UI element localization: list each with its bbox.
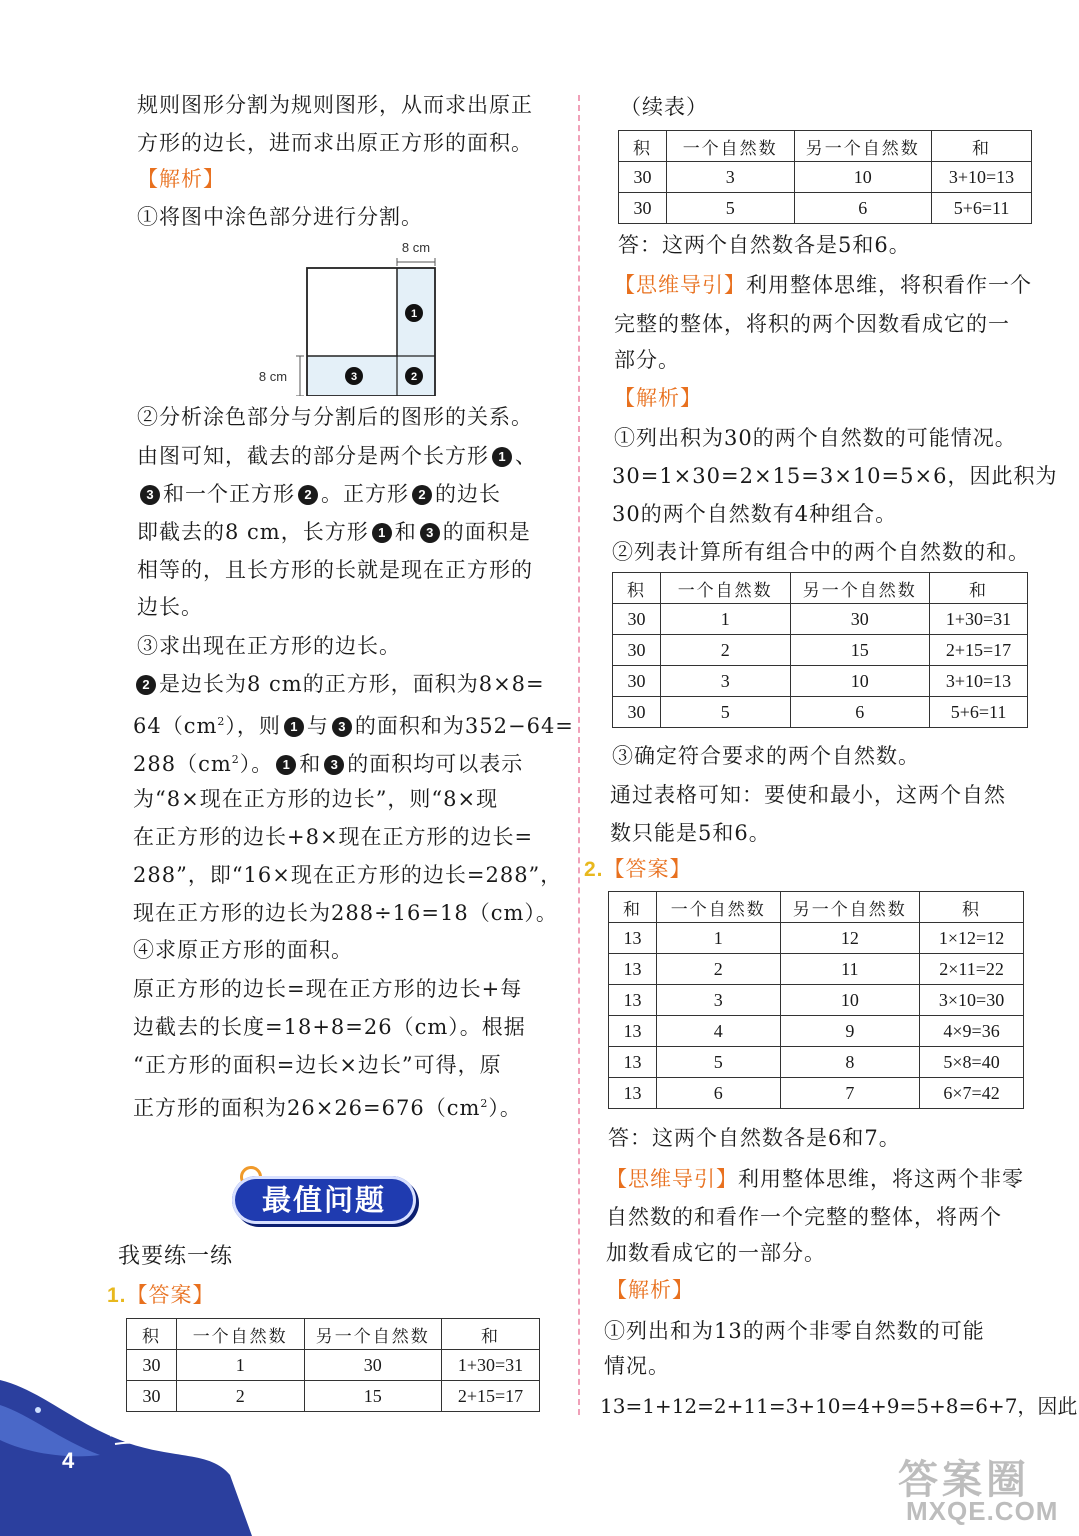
- text-line: 数只能是5和6。: [610, 821, 771, 845]
- text-line: 相等的，且长方形的长就是现在正方形的: [137, 558, 533, 582]
- table-row: 13 4 9 4×9=36: [609, 1016, 1024, 1047]
- text-line: 通过表格可知：要使和最小，这两个自然: [610, 783, 1006, 807]
- step-1: ①将图中涂色部分进行分割。: [137, 205, 423, 229]
- text-line: 规则图形分割为规则图形，从而求出原正: [137, 93, 533, 117]
- step-1: ①列出积为30的两个自然数的可能情况。: [614, 426, 1017, 450]
- text-line: 边截去的长度=18+8=26（cm）。根据: [133, 1015, 526, 1039]
- text-line: 即截去的8 cm，长方形 1 和 3 的面积是: [137, 520, 531, 544]
- text-line: 30=1×30=2×15=3×10=5×6，因此积为: [612, 464, 1058, 488]
- text-line: 13=1+12=2+11=3+10=4+9=5+8=6+7，因此: [600, 1394, 1078, 1418]
- table-row: 30 3 10 3+10=13: [613, 666, 1028, 697]
- table-row: 13 6 7 6×7=42: [609, 1078, 1024, 1109]
- table-row: 30 1 30 1+30=31: [127, 1350, 540, 1381]
- step-3: ③求出现在正方形的边长。: [137, 634, 401, 658]
- table-2: [618, 130, 1032, 224]
- text-line: 2 是边长为8 cm的正方形，面积为8×8=: [133, 671, 545, 697]
- continued-label: （续表）: [620, 95, 708, 119]
- page-number: 4: [62, 1448, 75, 1473]
- text-line: 30的两个自然数有4种组合。: [612, 502, 898, 526]
- section-badge: 最值问题: [232, 1176, 416, 1224]
- text-line: 部分。: [614, 348, 680, 372]
- column-divider: [578, 95, 580, 1415]
- text-line: 情况。: [604, 1354, 670, 1378]
- table-header-row: 积 一个自然数 另一个自然数 和: [127, 1319, 540, 1350]
- text-line: “正方形的面积=边长×边长”可得，原: [133, 1053, 502, 1077]
- text-line: 【思维导引】利用整体思维，将积看作一个: [614, 273, 1032, 297]
- section-tag-jiexi: 【解析】: [606, 1278, 694, 1302]
- text-line: 【思维导引】利用整体思维，将这两个非零: [606, 1167, 1024, 1191]
- answer-2-heading: 2.【答案】: [584, 857, 692, 881]
- table-row: 13 2 11 2×11=22: [609, 954, 1024, 985]
- section-tag-jiexi: 【解析】: [614, 386, 702, 410]
- table-row: 13 3 10 3×10=30: [609, 985, 1024, 1016]
- text-line: 完整的整体，将积的两个因数看成它的一: [614, 312, 1010, 336]
- text-line: 现在正方形的边长为288÷16=18（cm）。: [133, 901, 558, 925]
- text-line: 288”，即“16×现在正方形的边长=288”，: [133, 863, 563, 887]
- watermark-url: MXQE.COM: [906, 1496, 1059, 1526]
- table-header-row: 积 一个自然数 另一个自然数 和: [619, 131, 1032, 162]
- section-tag-jiexi: 【解析】: [137, 167, 225, 191]
- square-split-figure: [252, 236, 452, 396]
- step-1: ①列出和为13的两个非零自然数的可能: [604, 1319, 985, 1343]
- table-row: 30 3 10 3+10=13: [619, 162, 1032, 193]
- text-line: 为“8×现在正方形的边长”，则“8×现: [133, 787, 499, 811]
- marker-2: 2: [410, 371, 418, 383]
- table-row: 13 5 8 5×8=40: [609, 1047, 1024, 1078]
- step-3: ③确定符合要求的两个自然数。: [612, 744, 920, 768]
- text-line: $288(cm^2)$。 1 和 3 的面积均可以表示: [133, 752, 524, 776]
- table-row: 30 5 6 5+6=11: [613, 697, 1028, 728]
- table-row: 30 2 15 2+15=17: [613, 635, 1028, 666]
- table-header-row: 积 一个自然数 另一个自然数 和: [613, 573, 1028, 604]
- table-3: [612, 572, 1028, 728]
- figure-left-label: 8 cm: [258, 369, 288, 384]
- corner-decoration: [0, 1380, 260, 1536]
- text-line: 原正方形的边长=现在正方形的边长+每: [133, 977, 523, 1001]
- text-line: 3 和一个正方形 2 。正方形 2 的边长: [137, 481, 501, 507]
- step-2: ②列表计算所有组合中的两个自然数的和。: [612, 540, 1030, 564]
- table-row: 13 1 12 1×12=12: [609, 923, 1024, 954]
- practice-heading: 我要练一练: [118, 1244, 234, 1269]
- text-line: $64(cm^2)$，则 1 与 3 的面积和为352−64=: [133, 714, 574, 738]
- text-line: 在正方形的边长+8×现在正方形的边长=: [133, 825, 534, 849]
- answer-1-heading: 1.【答案】: [107, 1283, 215, 1307]
- answer-text: 答：这两个自然数各是6和7。: [608, 1126, 901, 1150]
- table-row: 30 5 6 5+6=11: [619, 193, 1032, 224]
- text-line: 由图可知，截去的部分是两个长方形 1 、: [137, 444, 537, 468]
- table-row: 30 2 15 2+15=17: [127, 1381, 540, 1412]
- step-2: ②分析涂色部分与分割后的图形的关系。: [137, 405, 533, 429]
- step-4: ④求原正方形的面积。: [133, 938, 353, 962]
- text-line: 自然数的和看作一个完整的整体，将两个: [606, 1205, 1002, 1229]
- table-4: [608, 891, 1024, 1109]
- text-line: 边长。: [137, 595, 203, 619]
- watermark-logo: 答案圈: [898, 1458, 1030, 1502]
- marker-1: 1: [410, 308, 418, 320]
- text-line: 加数看成它的一部分。: [606, 1241, 826, 1265]
- table-header-row: 和 一个自然数 另一个自然数 积: [609, 892, 1024, 923]
- text-line: 方形的边长，进而求出原正方形的面积。: [137, 131, 533, 155]
- answer-text: 答：这两个自然数各是5和6。: [618, 233, 911, 257]
- text-line: 正方形的面积为$26\times 26=676(cm^2)$。: [133, 1096, 522, 1120]
- figure-top-label: 8 cm: [401, 240, 431, 255]
- table-row: 30 1 30 1+30=31: [613, 604, 1028, 635]
- marker-3: 3: [350, 371, 358, 383]
